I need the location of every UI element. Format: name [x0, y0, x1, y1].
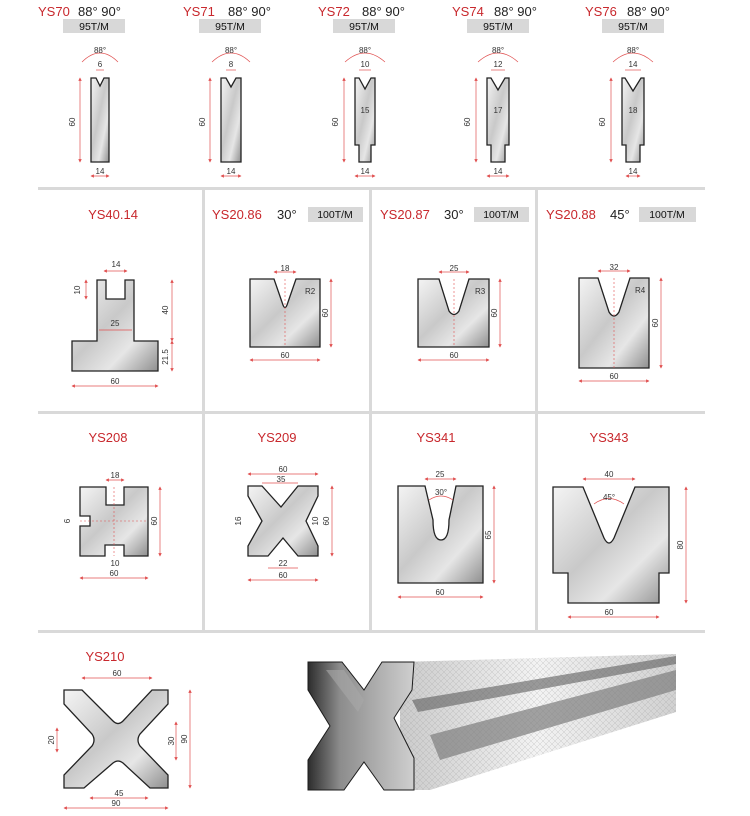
- dim-radius: R2: [305, 287, 316, 296]
- dim-base: 60: [280, 351, 290, 360]
- dim-bottom: 10: [110, 559, 120, 568]
- dim-neck: 25: [110, 319, 120, 328]
- dim-left: 20: [47, 735, 56, 745]
- dim-base: 60: [278, 571, 288, 580]
- rating-label: 95T/M: [483, 21, 513, 33]
- dim-base: 14: [360, 167, 370, 176]
- dim-slot: 14: [111, 260, 121, 269]
- die-ys20-87: [380, 207, 529, 360]
- die-ys76: [585, 4, 670, 176]
- angle-label: 45°: [610, 207, 630, 222]
- dim-top: 60: [112, 669, 122, 678]
- die-ys40-14: [72, 207, 172, 386]
- dim-opening: 32: [609, 263, 619, 272]
- die-profile: [248, 486, 318, 556]
- angle-label: 88° 90°: [362, 4, 405, 19]
- dim-bottom: 45: [114, 789, 124, 798]
- model-label: YS209: [257, 430, 297, 445]
- dim-angle: 30°: [434, 488, 448, 497]
- dim-base: 90: [111, 799, 121, 808]
- rating-label: 95T/M: [215, 21, 245, 33]
- dim-height: 60: [68, 117, 77, 127]
- dim-height: 60: [463, 117, 472, 127]
- model-label: YS76: [585, 4, 617, 19]
- dim-opening: 25: [449, 264, 459, 273]
- die-profile: [622, 78, 644, 162]
- dim-top-width: 60: [278, 465, 288, 474]
- die-ys20-86: [212, 207, 363, 360]
- die-ys343: [553, 430, 686, 617]
- die-ys71: [183, 4, 271, 176]
- dim-inner: 30: [167, 736, 176, 746]
- angle-label: 88° 90°: [494, 4, 537, 19]
- dim-base: 60: [609, 372, 619, 381]
- rating-label: 100T/M: [483, 209, 519, 221]
- dim-height: 60: [598, 117, 607, 127]
- model-label: YS210: [85, 649, 125, 664]
- model-label: YS343: [589, 430, 629, 445]
- dim-lower: 21.5: [161, 349, 170, 365]
- dim-height: 60: [331, 117, 340, 127]
- dim-bottom: 22: [278, 559, 288, 568]
- die-profile: [221, 78, 241, 162]
- column-separator: [535, 190, 538, 411]
- die-ys208: [63, 430, 160, 578]
- dim-step: 17: [493, 106, 503, 115]
- dim-angle: 45°: [602, 493, 616, 502]
- die-ys20-88: [546, 207, 696, 381]
- die-profile: [487, 78, 509, 162]
- dim-base: 60: [109, 569, 119, 578]
- dim-height: 60: [490, 308, 499, 318]
- angle-label: 88° 90°: [228, 4, 271, 19]
- angle-label: 30°: [444, 207, 464, 222]
- dim-opening: 25: [435, 470, 445, 479]
- dim-base: 60: [449, 351, 459, 360]
- dim-height: 90: [180, 734, 189, 744]
- model-label: YS71: [183, 4, 215, 19]
- dim-radius: R3: [475, 287, 486, 296]
- model-label: YS341: [416, 430, 456, 445]
- dim-height: 60: [198, 117, 207, 127]
- dim-height: 60: [322, 516, 331, 526]
- column-separator: [535, 414, 538, 630]
- rating-label: 100T/M: [317, 209, 353, 221]
- dim-angle: 88°: [491, 46, 505, 55]
- row-separator: [38, 187, 705, 190]
- dim-top: 18: [110, 471, 120, 480]
- dim-opening: 18: [280, 264, 290, 273]
- angle-label: 88° 90°: [78, 4, 121, 19]
- dim-left: 16: [234, 516, 243, 526]
- angle-label: 88° 90°: [627, 4, 670, 19]
- model-label: YS70: [38, 4, 70, 19]
- die-ys74: [452, 4, 537, 176]
- model-label: YS40.14: [88, 207, 138, 222]
- rating-label: 95T/M: [349, 21, 379, 33]
- dim-radius: R4: [635, 286, 646, 295]
- die-ys70: [38, 4, 125, 176]
- dim-base: 14: [493, 167, 503, 176]
- die-profile: [80, 487, 148, 556]
- dim-opening: 14: [628, 60, 638, 69]
- dim-side: 6: [63, 518, 72, 524]
- model-label: YS74: [452, 4, 484, 19]
- dim-opening: 40: [604, 470, 614, 479]
- dim-height: 80: [676, 540, 685, 550]
- dim-opening: 10: [360, 60, 370, 69]
- model-label: YS20.87: [380, 207, 430, 222]
- dim-step: 18: [628, 106, 638, 115]
- dim-height: 60: [321, 308, 330, 318]
- dim-opening: 8: [228, 60, 234, 69]
- die-profile: [91, 78, 109, 162]
- dim-base: 60: [110, 377, 120, 386]
- dim-top: 35: [276, 475, 286, 484]
- row-separator: [38, 411, 705, 414]
- dim-angle: 88°: [224, 46, 238, 55]
- dim-angle: 88°: [93, 46, 107, 55]
- column-separator: [369, 414, 372, 630]
- model-label: YS20.88: [546, 207, 596, 222]
- rating-label: 95T/M: [79, 21, 109, 33]
- model-label: YS72: [318, 4, 350, 19]
- dim-base: 14: [628, 167, 638, 176]
- dim-height: 60: [150, 516, 159, 526]
- model-label: YS208: [88, 430, 128, 445]
- dim-angle: 88°: [358, 46, 372, 55]
- dim-opening: 6: [97, 60, 103, 69]
- column-separator: [369, 190, 372, 411]
- die-ys210: [47, 649, 190, 808]
- die-profile: [64, 690, 168, 788]
- dim-height: 60: [651, 318, 660, 328]
- dim-slot-depth: 10: [73, 285, 82, 295]
- dim-base: 14: [226, 167, 236, 176]
- dim-opening: 12: [493, 60, 503, 69]
- rating-label: 95T/M: [618, 21, 648, 33]
- die-ys209: [234, 430, 332, 580]
- die-ys72: [318, 4, 405, 176]
- dim-angle: 88°: [626, 46, 640, 55]
- rating-label: 100T/M: [649, 209, 685, 221]
- die-profile: [553, 487, 669, 603]
- model-label: YS20.86: [212, 207, 262, 222]
- dim-upper: 40: [161, 305, 170, 315]
- dim-base: 60: [435, 588, 445, 597]
- angle-label: 30°: [277, 207, 297, 222]
- dim-base: 14: [95, 167, 105, 176]
- die-profile: [398, 486, 483, 583]
- dim-step: 15: [360, 106, 370, 115]
- dim-base: 60: [604, 608, 614, 617]
- die-3d-render: [304, 652, 676, 812]
- row-separator: [38, 630, 705, 633]
- dim-right: 10: [311, 516, 320, 526]
- column-separator: [202, 414, 205, 630]
- column-separator: [202, 190, 205, 411]
- dim-height: 65: [484, 530, 493, 540]
- die-ys341: [398, 430, 494, 597]
- die-profile: [355, 78, 375, 162]
